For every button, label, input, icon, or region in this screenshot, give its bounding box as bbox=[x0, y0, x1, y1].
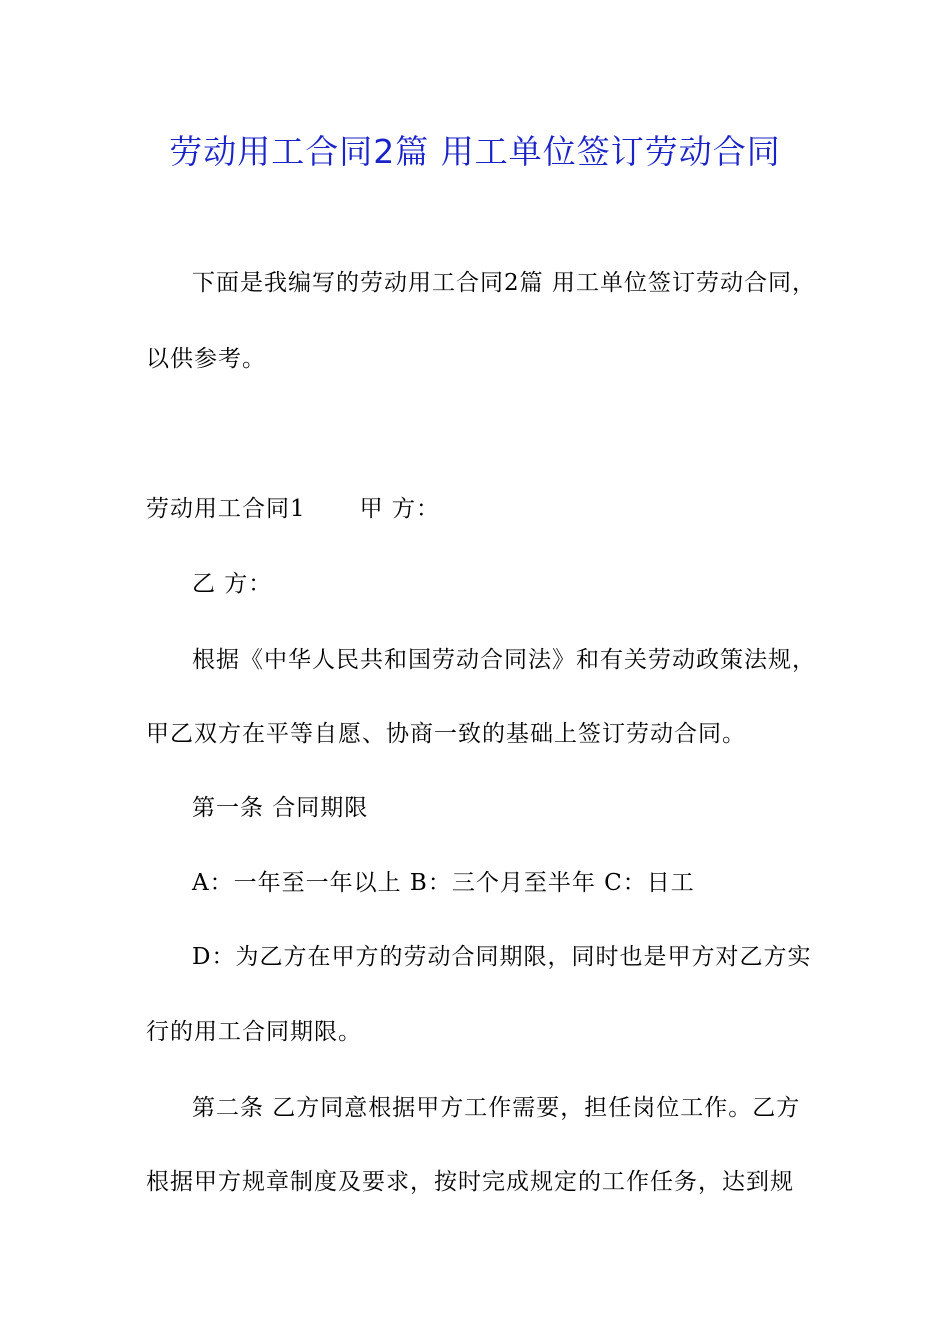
preamble-line-2: 甲乙双方在平等自愿、协商一致的基础上签订劳动合同。 bbox=[146, 721, 746, 747]
article2-line-2: 根据甲方规章制度及要求，按时完成规定的工作任务，达到规 bbox=[146, 1169, 794, 1195]
article1-d-line-1: D：为乙方在甲方的劳动合同期限，同时也是甲方对乙方实 bbox=[192, 944, 812, 970]
intro-line-1: 下面是我编写的劳动用工合同2篇 用工单位签订劳动合同， bbox=[192, 270, 816, 296]
intro-line-2: 以供参考。 bbox=[146, 346, 266, 372]
article1-d-line-2: 行的用工合同期限。 bbox=[146, 1019, 362, 1045]
preamble-line-1: 根据《中华人民共和国劳动合同法》和有关劳动政策法规， bbox=[192, 647, 816, 673]
contract-heading-row bbox=[146, 492, 816, 526]
article1-options: A：一年至一年以上 B：三个月至半年 C：日工 bbox=[192, 870, 695, 896]
contract-heading: 劳动用工合同1 bbox=[146, 496, 306, 522]
document-title: 劳动用工合同2篇 用工单位签订劳动合同 bbox=[169, 132, 781, 171]
party-b-label: 乙 方： bbox=[192, 571, 273, 597]
party-a-label: 甲 方： bbox=[359, 496, 440, 522]
article2-line-1: 第二条 乙方同意根据甲方工作需要，担任岗位工作。乙方 bbox=[192, 1095, 801, 1121]
article1-title: 第一条 合同期限 bbox=[192, 795, 369, 821]
